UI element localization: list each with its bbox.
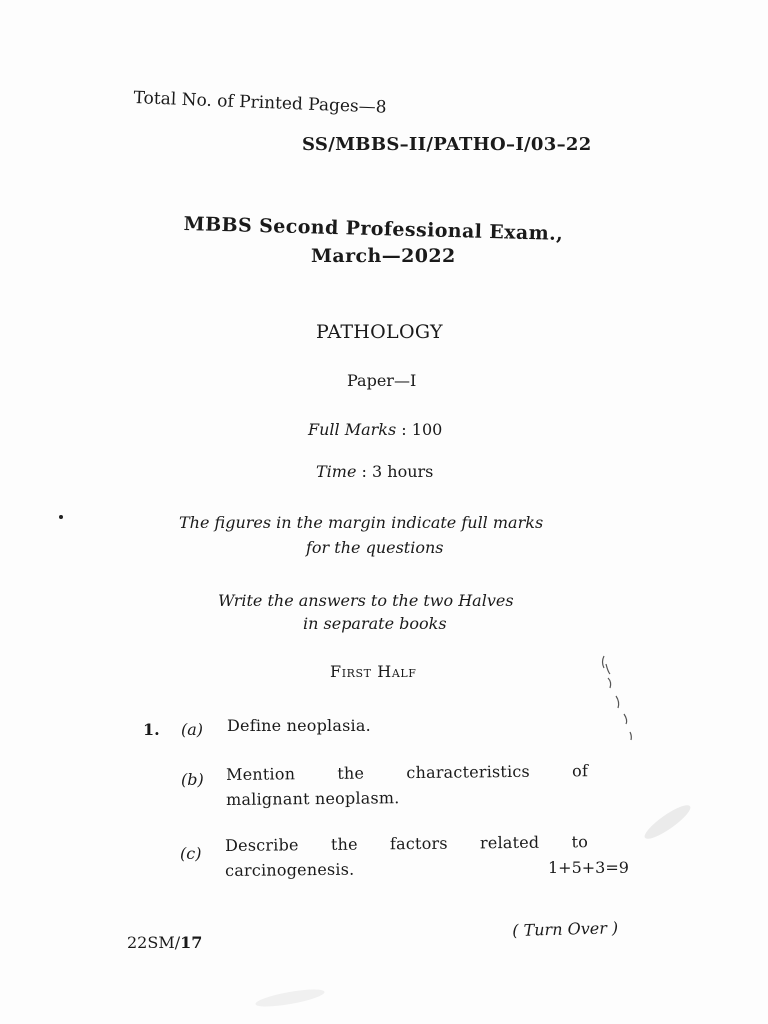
- word: the: [337, 763, 365, 783]
- subquestion-label-a: (a): [181, 720, 204, 739]
- word: characteristics: [406, 761, 530, 783]
- section-heading: First Half: [330, 662, 417, 681]
- subquestion-text-a: Define neoplasia.: [227, 716, 371, 735]
- scan-speck: [59, 515, 63, 519]
- paper-code: SS/MBBS–II/PATHO–I/03–22: [302, 134, 592, 155]
- word: related: [479, 832, 540, 853]
- word: factors: [389, 833, 448, 854]
- instruction-separate-books-line2: in separate books: [303, 614, 447, 633]
- full-marks-label: Full Marks: [308, 420, 397, 439]
- subquestion-label-c: (c): [180, 844, 202, 863]
- word: the: [330, 834, 358, 854]
- full-marks-value: : 100: [401, 420, 443, 439]
- word: of: [571, 761, 589, 781]
- subquestion-text-c-line1: [225, 832, 588, 855]
- instruction-margin-marks-line1: The figures in the margin indicate full marks: [179, 513, 544, 532]
- footer-code-suffix: 17: [180, 933, 203, 952]
- word: Mention: [226, 764, 296, 784]
- time-label: Time: [316, 462, 357, 481]
- time-value: : 3 hours: [361, 462, 434, 481]
- full-marks: [308, 420, 442, 439]
- instruction-separate-books-line1: Write the answers to the two Halves: [218, 591, 514, 610]
- question-number: 1.: [143, 720, 160, 739]
- subquestion-label-b: (b): [181, 770, 204, 789]
- subquestion-text-c-line2: carcinogenesis.: [225, 859, 355, 880]
- printed-pages-count: Total No. of Printed Pages—8: [133, 88, 387, 118]
- scan-smudge: [254, 986, 325, 1010]
- subquestion-text-b-line1: [226, 761, 588, 784]
- word: to: [571, 832, 589, 852]
- subquestion-text-b-line2: malignant neoplasm.: [226, 788, 400, 809]
- subject-title: PATHOLOGY: [316, 321, 443, 343]
- marks-distribution: 1+5+3=9: [548, 858, 629, 877]
- instruction-margin-marks-line2: for the questions: [306, 538, 444, 557]
- paper-number: Paper—I: [347, 371, 417, 390]
- exam-title-line2: March—2022: [311, 245, 456, 267]
- time-allowed: [316, 462, 433, 481]
- word: Describe: [225, 835, 299, 855]
- scan-smudge: [641, 800, 694, 843]
- footer-code-prefix: 22SM/: [127, 933, 181, 952]
- pencil-scribble-icon: [598, 652, 638, 742]
- turn-over-note: ( Turn Over ): [512, 918, 619, 940]
- exam-title-line1: MBBS Second Professional Exam.,: [183, 213, 564, 245]
- footer-paper-code: [127, 933, 202, 952]
